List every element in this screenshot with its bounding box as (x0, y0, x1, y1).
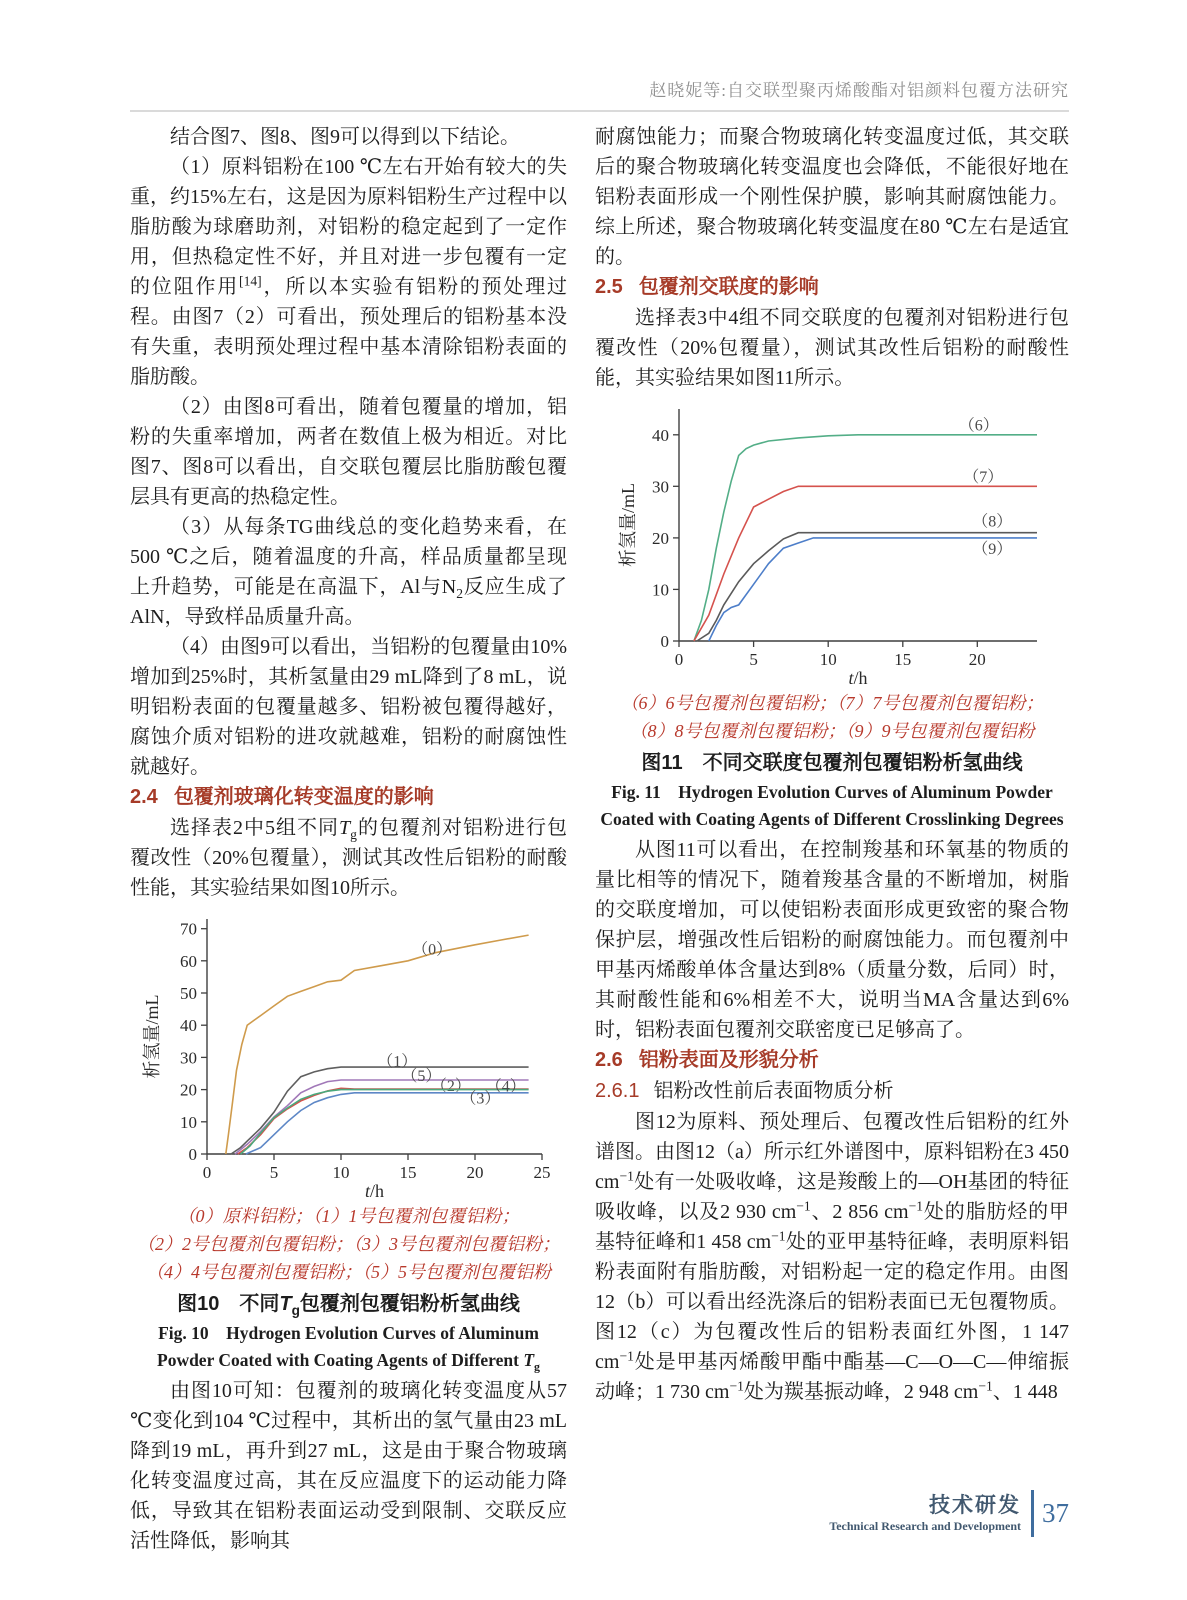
y-tick-label: 20 (180, 1080, 197, 1100)
paragraph-2-5-intro: 选择表3中4组不同交联度的包覆剂对铝粉进行包覆改性（20%包覆量），测试其改性后铝粉的耐酸性能，其实验结果如图11所示。 (595, 307, 1069, 389)
section-title: 包覆剂玻璃化转变温度的影响 (173, 786, 434, 808)
paragraph-continued: 耐腐蚀能力；而聚合物玻璃化转变温度过低，其交联后的聚合物玻璃化转变温度也会降低，不能很好地在铝粉表面形成一个刚性保护膜，影响其耐腐蚀能力。综上所述，聚合物玻璃化转变温度在80 ℃左右是适宜的。 (595, 126, 1069, 268)
section-number: 2.4 (130, 786, 158, 808)
x-tick-label: 25 (533, 1163, 551, 1182)
chart-series-label: （6） (958, 417, 999, 435)
page-footer (595, 1490, 1069, 1537)
paragraph-2-4-intro: 选择表2中5组不同$T_g$的包覆剂对铝粉进行包覆改性（20%包覆量），测试其改性后铝粉的耐酸性能，其实验结果如图10所示。 (130, 817, 568, 899)
section-title: 铝粉改性前后表面物质分析 (653, 1080, 894, 1102)
footer-divider-bar (1031, 1490, 1034, 1537)
fig11-caption-en: Fig. 11 Hydrogen Evolution Curves of Aluminum Powder Coated with Coating Agents of Different Crosslinking Degrees (600, 782, 1064, 829)
chart-series-label: （4） (485, 1078, 526, 1096)
y-tick-label: 30 (652, 477, 669, 497)
section-heading-2-5 (595, 272, 1069, 303)
x-tick-label: 15 (894, 650, 912, 669)
chart-series-line (694, 486, 1037, 641)
section-number: 2.5 (595, 276, 623, 298)
fig11-line-chart (617, 397, 1047, 689)
x-tick-label: 5 (269, 1163, 279, 1182)
x-axis-label: t/h (364, 1181, 385, 1201)
paragraph-conclusion-intro: 结合图7、图8、图9可以得到以下结论。 (170, 126, 520, 148)
figure-10 (130, 903, 567, 1376)
chart-series-label: （8） (972, 513, 1013, 531)
footer-section-en: Technical Research and Development (829, 1519, 1021, 1533)
right-column (595, 122, 1069, 1407)
section-title: 包覆剂交联度的影响 (638, 276, 819, 298)
fig11-legend-line: （8）8号包覆剂包覆铝粉；（9）9号包覆剂包覆铝粉 (629, 721, 1035, 741)
y-tick-label: 30 (180, 1048, 197, 1068)
y-tick-label: 40 (652, 425, 669, 445)
footer-section-labels (829, 1493, 1021, 1534)
figure-11 (595, 393, 1069, 835)
fig11-caption-cn: 图11 不同交联度包覆剂包覆铝粉析氢曲线 (641, 752, 1023, 774)
chart-series-label: （3） (460, 1090, 501, 1108)
running-title: 赵晓妮等:自交联型聚丙烯酸酯对铝颜料包覆方法研究 (649, 81, 1069, 100)
y-tick-label: 10 (180, 1112, 197, 1132)
paragraph-conclusion-3: （3）从每条TG曲线总的变化趋势来看，在500 ℃之后，随着温度的升高，样品质量都呈现上升趋势，可能是在高温下，Al与$N_2$反应生成了AlN，导致样品质量升高。 (130, 516, 568, 628)
footer-section-cn: 技术研发 (929, 1494, 1021, 1517)
y-axis-label: 析氢量/mL (142, 994, 162, 1079)
x-tick-label: 10 (819, 650, 837, 669)
chart-series-label: （0） (412, 941, 453, 959)
fig10-caption-cn: 图10 不同$T_g$包覆剂包覆铝粉析氢曲线 (177, 1293, 520, 1318)
section-title: 铝粉表面及形貌分析 (638, 1049, 819, 1071)
y-tick-label: 0 (660, 632, 669, 651)
section-heading-2-4 (130, 782, 567, 813)
page-number: 37 (1042, 1498, 1069, 1528)
y-tick-label: 50 (180, 984, 197, 1003)
y-tick-label: 0 (188, 1145, 197, 1164)
left-column (130, 122, 567, 1556)
fig10-line-chart (141, 907, 556, 1202)
chart-series-label: （7） (963, 469, 1004, 487)
chart-series-label: （1） (377, 1053, 418, 1071)
paragraph-2-6-1-body: 图12为原料、预处理后、包覆改性后铝粉的红外谱图。由图12（a）所示红外谱图中，原料铝粉在3 450 $cm^{-1}$处有一处吸收峰，这是羧酸上的—OH基团的特征吸收峰，以及2 930 $cm^{-1}$、2 856 $cm^{-1}$处的脂肪烃的甲基特征峰和1 458 $cm^{-1}$处的亚甲基特征峰，表明原料铝粉表面附有脂肪酸，对铝粉起一定的稳定作用。由图12（b）可以看出经洗涤后的铝粉表面已无包覆物质。图12（c）为包覆改性后的铝粉表面红外图，1 147 $cm^{-1}$处是甲基丙烯酸甲酯中酯基—C—O—C—伸缩振动峰；1 730 $cm^{-1}$处为羰基振动峰，2 948 $cm^{-1}$、1 448 (595, 1111, 1070, 1403)
paragraph-conclusion-2: （2）由图8可看出，随着包覆量的增加，铝粉的失重率增加，两者在数值上极为相近。对比图7、图8可以看出，自交联包覆层比脂肪酸包覆层具有更高的热稳定性。 (130, 396, 567, 508)
section-heading-2-6-1 (595, 1076, 1069, 1107)
fig10-caption-en: Fig. 10 Hydrogen Evolution Curves of Aluminum Powder Coated with Coating Agents of Different $T_g$ (157, 1323, 540, 1374)
x-tick-label: 10 (332, 1163, 350, 1182)
y-tick-label: 40 (180, 1016, 197, 1036)
x-tick-label: 15 (399, 1163, 417, 1182)
chart-series-label: （9） (972, 541, 1013, 559)
section-heading-2-6 (595, 1045, 1069, 1076)
x-tick-label: 5 (749, 650, 758, 669)
section-number: 2.6 (595, 1049, 623, 1071)
section-number: 2.6.1 (595, 1080, 640, 1102)
fig10-legend-line: （0）原料铝粉；（1）1号包覆剂包覆铝粉； (177, 1206, 520, 1226)
x-tick-label: 0 (674, 650, 684, 669)
y-tick-label: 70 (180, 919, 197, 939)
paragraph-conclusion-4: （4）由图9可以看出，当铝粉的包覆量由10%增加到25%时，其析氢量由29 mL降到了8 mL，说明铝粉表面的包覆量越多、铝粉被包覆得越好，腐蚀介质对铝粉的进攻就越难，铝粉的耐腐蚀性就越好。 (130, 636, 567, 778)
y-tick-label: 10 (652, 580, 669, 600)
paragraph-conclusion-1: （1）原料铝粉在100 ℃左右开始有较大的失重，约15%左右，这是因为原料铝粉生产过程中以脂肪酸为球磨助剂，对铝粉的稳定起到了一定作用，但热稳定性不好，并且对进一步包覆有一定的位阻作用[14]，所以本实验有铝粉的预处理过程。由图7（2）可看出，预处理后的铝粉基本没有失重，表明预处理过程中基本清除铝粉表面的脂肪酸。 (130, 156, 568, 388)
x-tick-label: 20 (466, 1163, 484, 1182)
fig11-legend-line: （6）6号包覆剂包覆铝粉；（7）7号包覆剂包覆铝粉； (620, 693, 1044, 713)
x-tick-label: 20 (968, 650, 986, 669)
y-tick-label: 60 (180, 951, 197, 971)
y-tick-label: 20 (652, 528, 669, 548)
chart-series-label: （5） (401, 1068, 442, 1086)
x-tick-label: 0 (202, 1163, 212, 1182)
x-axis-label: t/h (848, 668, 868, 688)
running-head (130, 76, 1069, 112)
paragraph-fig10-discussion: 由图10可知：包覆剂的玻璃化转变温度从57 ℃变化到104 ℃过程中，其析出的氢气量由23 mL降到19 mL，再升到27 mL，这是由于聚合物玻璃化转变温度过高，其在反应温度下的运动能力降低，导致其在铝粉表面运动受到限制、交联反应活性降低，影响其 (130, 1380, 567, 1552)
paragraph-fig11-discussion: 从图11可以看出，在控制羧基和环氧基的物质的量比相等的情况下，随着羧基含量的不断增加，树脂的交联度增加，可以使铝粉表面形成更致密的聚合物保护层，增强改性后铝粉的耐腐蚀能力。而包覆剂中甲基丙烯酸单体含量达到8%（质量分数，后同）时，其耐酸性能和6%相差不大，说明当MA含量达到6%时，铝粉表面包覆剂交联密度已足够高了。 (595, 839, 1069, 1041)
y-axis-label: 析氢量/mL (618, 483, 638, 567)
fig10-legend-line: （2）2号包覆剂包覆铝粉；（3）3号包覆剂包覆铝粉； (137, 1234, 560, 1254)
chart-series-label: （2） (430, 1077, 471, 1095)
fig10-legend-line: （4）4号包覆剂包覆铝粉；（5）5号包覆剂包覆铝粉 (146, 1262, 551, 1282)
